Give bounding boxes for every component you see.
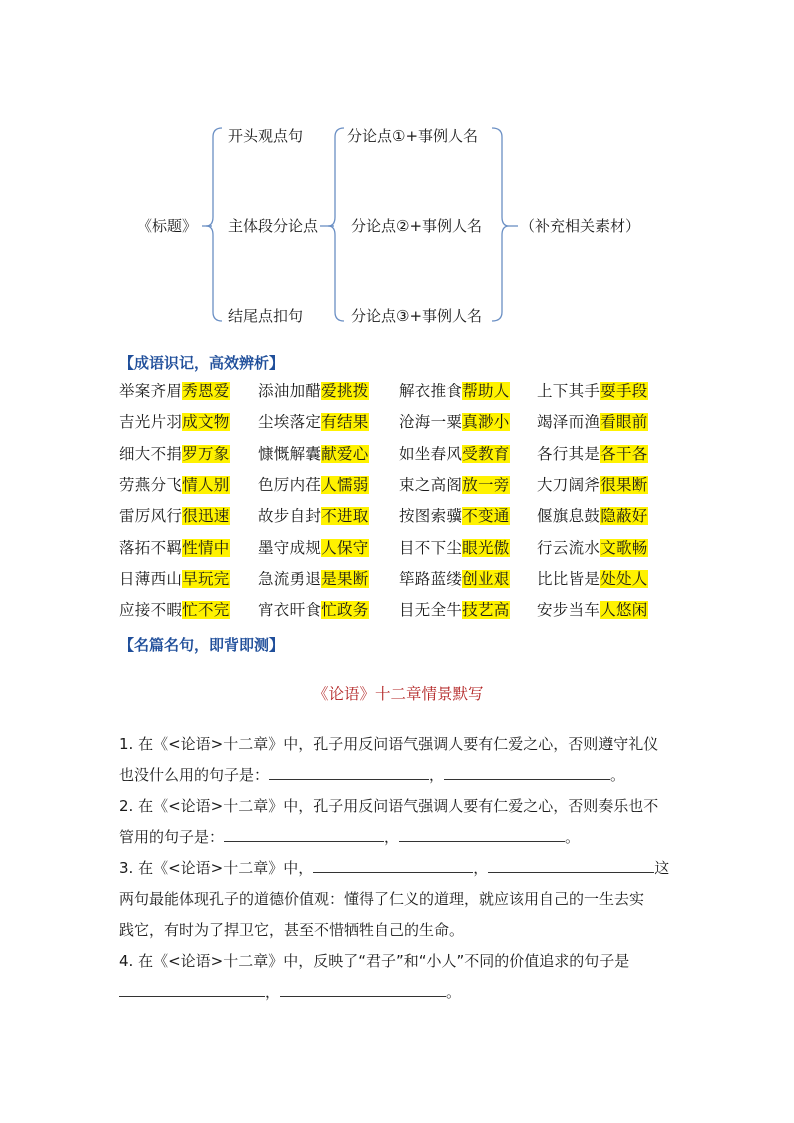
question-3-line-2: 两句最能体现孔子的道德价值观：懂得了仁义的道理，就应该用自己的一生去实 — [119, 890, 645, 908]
idiom-text: 落拓不羁 — [119, 538, 183, 557]
comma: ， — [429, 766, 445, 784]
idiom-text: 如坐春风 — [399, 444, 463, 463]
answer-blank-2a[interactable] — [224, 827, 384, 842]
idiom-highlighted-meaning: 受教育 — [462, 444, 510, 463]
question-1-line-1: 1. 在《<论语>十二章》中，孔子用反问语气强调人要有仁爱之心，否则遵守礼仪 — [119, 735, 659, 753]
diagram-title-node: 《标题》 — [137, 217, 198, 235]
idiom-entry — [258, 474, 369, 496]
idiom-text: 故步自封 — [258, 507, 322, 526]
idiom-entry — [399, 599, 510, 621]
idiom-highlighted-meaning: 不变通 — [462, 507, 510, 526]
quiz-title: 《论语》十二章情景默写 — [313, 685, 484, 703]
idiom-entry — [119, 568, 230, 590]
idiom-highlighted-meaning: 帮助人 — [462, 382, 510, 400]
idiom-entry — [119, 505, 230, 527]
idiom-entry — [258, 568, 369, 590]
idiom-highlighted-meaning: 很果断 — [600, 475, 648, 494]
diagram-branch-ending: 结尾点扣句 — [228, 307, 304, 325]
idiom-entry — [537, 568, 648, 590]
idiom-highlighted-meaning: 早玩完 — [182, 569, 230, 588]
idiom-text: 安步当车 — [537, 601, 601, 620]
idiom-entry — [119, 411, 230, 433]
idiom-entry — [537, 537, 648, 559]
idiom-text: 应接不暇 — [119, 601, 183, 620]
idiom-highlighted-meaning: 人悠闲 — [600, 601, 648, 620]
period: 。 — [565, 828, 581, 846]
idiom-highlighted-meaning: 献爱心 — [321, 444, 369, 463]
idiom-text: 目不下尘 — [399, 538, 463, 557]
answer-blank-4a[interactable] — [119, 982, 265, 997]
idiom-text: 色厉内荏 — [258, 475, 322, 494]
idiom-entry — [537, 505, 648, 527]
idiom-highlighted-meaning: 忙政务 — [321, 601, 369, 620]
diagram-sub-point-2: 分论点②+事例人名 — [351, 217, 483, 235]
period: 。 — [610, 766, 626, 784]
idiom-entry — [399, 505, 510, 527]
idiom-text: 劳燕分飞 — [119, 475, 183, 494]
idiom-highlighted-meaning: 情人别 — [182, 475, 230, 494]
idiom-entry — [399, 474, 510, 496]
answer-blank-3b[interactable] — [488, 858, 654, 873]
idiom-highlighted-meaning: 文歌畅 — [600, 538, 648, 557]
question-3-prompt: 3. 在《<论语>十二章》中， — [119, 859, 314, 877]
idiom-highlighted-meaning: 放一旁 — [462, 475, 510, 494]
diagram-branch-opening: 开头观点句 — [228, 127, 304, 145]
idiom-entry — [399, 411, 510, 433]
idiom-text: 比比皆是 — [537, 569, 601, 588]
idiom-text: 竭泽而渔 — [537, 413, 601, 432]
idiom-entry — [399, 380, 510, 402]
idiom-entry — [119, 474, 230, 496]
idiom-text: 墨守成规 — [258, 538, 322, 557]
idiom-text: 行云流水 — [537, 538, 601, 557]
idiom-text: 宵衣旰食 — [258, 601, 322, 620]
idiom-highlighted-meaning: 技艺高 — [462, 601, 510, 620]
answer-blank-1a[interactable] — [269, 765, 429, 780]
idiom-entry — [537, 443, 648, 465]
question-4-line-1: 4. 在《<论语>十二章》中，反映了“君子”和“小人”不同的价值追求的句子是 — [119, 952, 630, 970]
question-2-prompt: 管用的句子是： — [119, 828, 225, 846]
idiom-highlighted-meaning: 人懦弱 — [321, 475, 369, 494]
idiom-entry — [119, 380, 230, 402]
answer-blank-2b[interactable] — [399, 827, 565, 842]
idiom-entry — [537, 599, 648, 621]
comma: ， — [473, 859, 489, 877]
idiom-entry — [258, 443, 369, 465]
question-4-line-2 — [119, 982, 461, 1002]
idiom-entry — [399, 537, 510, 559]
idiom-highlighted-meaning: 隐蔽好 — [600, 507, 648, 526]
idiom-entry — [119, 443, 230, 465]
idiom-highlighted-meaning: 有结果 — [321, 413, 369, 432]
idiom-highlighted-meaning: 忙不完 — [182, 601, 230, 620]
idiom-entry — [258, 537, 369, 559]
idiom-highlighted-meaning: 罗万象 — [182, 444, 230, 463]
idiom-text: 束之高阁 — [399, 475, 463, 494]
idiom-text: 慷慨解囊 — [258, 444, 322, 463]
diagram-branch-body: 主体段分论点 — [228, 217, 319, 235]
question-3-line-3: 践它，有时为了捍卫它，甚至不惜牺牲自己的生命。 — [119, 921, 465, 939]
idiom-entry — [537, 411, 648, 433]
idiom-text: 急流勇退 — [258, 569, 322, 588]
diagram-sub-point-3: 分论点③+事例人名 — [351, 307, 483, 325]
comma: ， — [265, 983, 281, 1001]
idiom-highlighted-meaning: 创业艰 — [462, 569, 510, 588]
idiom-entry — [119, 599, 230, 621]
diagram-supplement-node: （补充相关素材） — [520, 217, 641, 235]
idiom-highlighted-meaning: 成文物 — [182, 413, 230, 432]
idiom-entry — [537, 380, 648, 402]
idiom-highlighted-meaning: 不进取 — [321, 507, 369, 526]
idiom-entry — [258, 599, 369, 621]
idiom-highlighted-meaning: 秀恩爱 — [182, 382, 230, 400]
period: 。 — [446, 983, 462, 1001]
idiom-text: 筚路蓝缕 — [399, 569, 463, 588]
answer-blank-3a[interactable] — [313, 858, 473, 873]
question-2-line-1: 2. 在《<论语>十二章》中，孔子用反问语气强调人要有仁爱之心，否则奏乐也不 — [119, 797, 659, 815]
idiom-text: 雷厉风行 — [119, 507, 183, 526]
question-3-tail: 这 — [654, 859, 670, 877]
idiom-highlighted-meaning: 是果断 — [321, 569, 369, 588]
idiom-highlighted-meaning: 看眼前 — [600, 413, 648, 432]
idiom-entry — [537, 474, 648, 496]
idiom-text: 尘埃落定 — [258, 413, 322, 432]
idiom-highlighted-meaning: 很迅速 — [182, 507, 230, 526]
idiom-text: 大刀阔斧 — [537, 475, 601, 494]
idiom-entry — [119, 537, 230, 559]
idiom-highlighted-meaning: 爱挑拨 — [321, 382, 369, 400]
idiom-text: 添油加醋 — [258, 382, 322, 400]
answer-blank-4b[interactable] — [280, 982, 446, 997]
comma: ， — [384, 828, 400, 846]
question-2-line-2 — [119, 827, 580, 847]
idiom-text: 细大不捐 — [119, 444, 183, 463]
idiom-highlighted-meaning: 耍手段 — [600, 382, 648, 400]
idiom-highlighted-meaning: 真渺小 — [462, 413, 510, 432]
quotes-section-heading: 【名篇名句，即背即测】 — [119, 636, 285, 654]
idiom-entry — [399, 443, 510, 465]
idiom-text: 各行其是 — [537, 444, 601, 463]
idiom-text: 按图索骥 — [399, 507, 463, 526]
idioms-section-heading: 【成语识记，高效辨析】 — [119, 354, 285, 372]
idiom-text: 解衣推食 — [399, 382, 463, 400]
idiom-text: 日薄西山 — [119, 569, 183, 588]
idiom-highlighted-meaning: 各干各 — [600, 444, 648, 463]
idiom-entry — [258, 505, 369, 527]
idiom-text: 举案齐眉 — [119, 382, 183, 400]
idiom-highlighted-meaning: 眼光傲 — [462, 538, 510, 557]
idiom-highlighted-meaning: 处处人 — [600, 569, 648, 588]
question-1-prompt: 也没什么用的句子是： — [119, 766, 270, 784]
idiom-text: 沧海一粟 — [399, 413, 463, 432]
idiom-text: 偃旗息鼓 — [537, 507, 601, 526]
outline-diagram-lines — [0, 0, 794, 340]
idiom-highlighted-meaning: 人保守 — [321, 538, 369, 557]
idiom-entry — [258, 380, 369, 402]
idiom-highlighted-meaning: 性情中 — [182, 538, 230, 557]
question-3-line-1 — [119, 858, 669, 878]
question-1-line-2 — [119, 765, 625, 785]
idiom-entry — [399, 568, 510, 590]
idiom-text: 上下其手 — [537, 382, 601, 400]
idiom-text: 吉光片羽 — [119, 413, 183, 432]
answer-blank-1b[interactable] — [444, 765, 610, 780]
idiom-text: 目无全牛 — [399, 601, 463, 620]
diagram-sub-point-1: 分论点①+事例人名 — [347, 127, 479, 145]
idiom-entry — [258, 411, 369, 433]
